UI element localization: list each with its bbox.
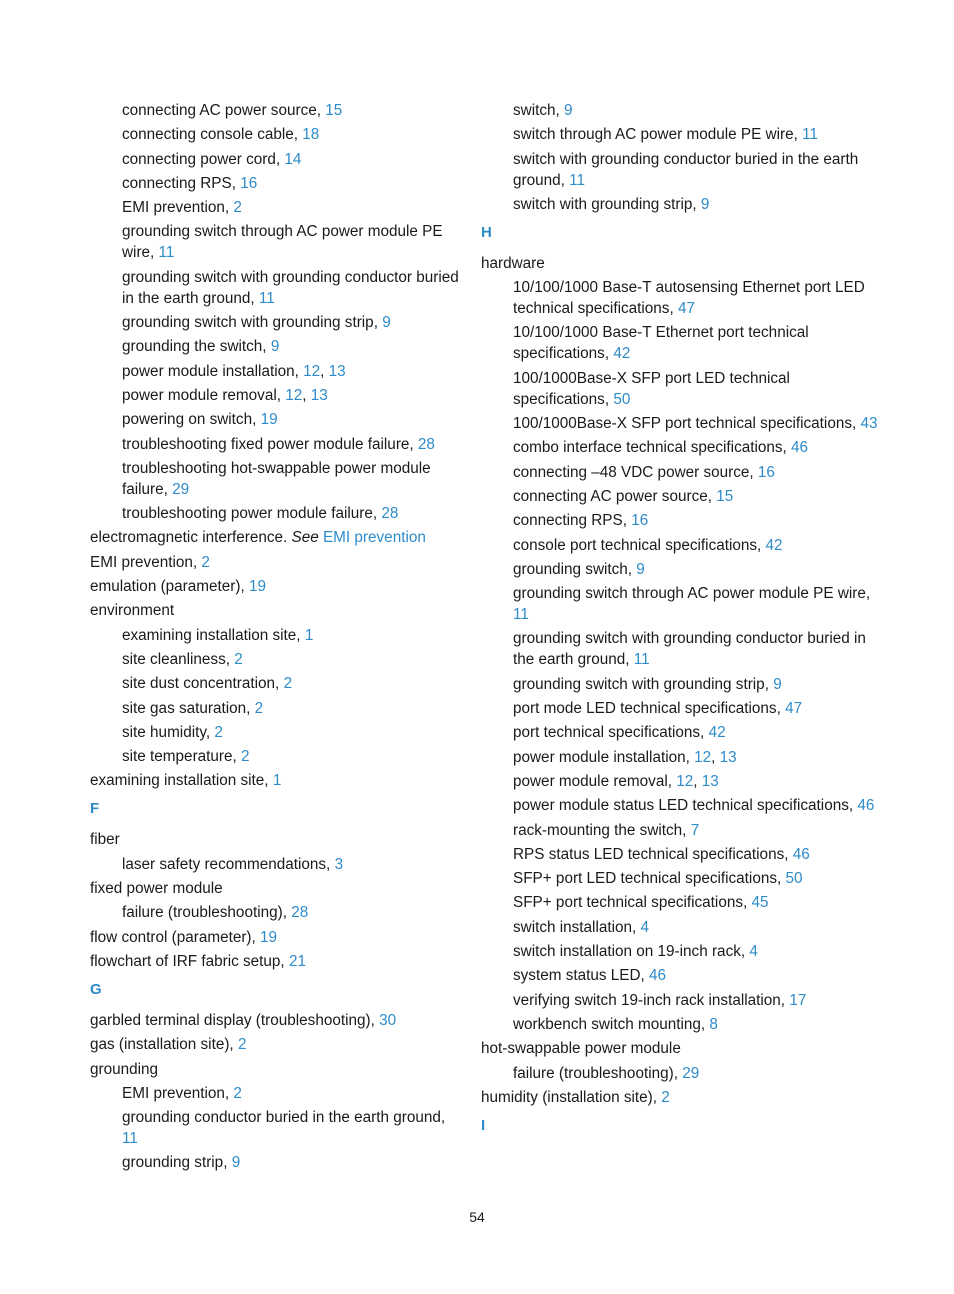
index-entry-text: grounding switch with grounding conductor buried in the earth ground, xyxy=(122,268,459,307)
index-entry-text: troubleshooting fixed power module failure, xyxy=(122,435,418,453)
index-letter-heading: H xyxy=(481,223,492,241)
page-link[interactable]: 18 xyxy=(302,126,320,144)
page-link[interactable]: 16 xyxy=(631,512,649,530)
index-entry xyxy=(481,1087,881,1108)
index-entry-text: EMI prevention, xyxy=(90,553,202,571)
index-subentry xyxy=(90,649,462,670)
index-subentry xyxy=(481,437,881,458)
index-entry-text: powering on switch, xyxy=(122,411,261,429)
index-entry-text: power module status LED technical specifications, xyxy=(513,797,858,815)
index-entry-text: troubleshooting hot-swappable power module failure, xyxy=(122,459,431,498)
page-link[interactable]: 9 xyxy=(773,675,782,693)
page-link[interactable]: 7 xyxy=(690,821,700,839)
index-subentry xyxy=(90,902,462,923)
index-entry-text: connecting –48 VDC power source, xyxy=(513,463,758,481)
page-link[interactable]: 47 xyxy=(677,300,695,318)
page-link[interactable]: 3 xyxy=(334,855,344,873)
index-subentry xyxy=(481,149,881,191)
index-subentry xyxy=(481,583,881,625)
page-link[interactable]: 30 xyxy=(379,1011,397,1029)
page-link[interactable]: 2 xyxy=(233,1084,242,1102)
index-entry-text: connecting power cord, xyxy=(122,150,285,168)
index-subentry xyxy=(481,722,881,743)
page-link[interactable]: 21 xyxy=(288,952,306,970)
page-link[interactable]: 19 xyxy=(260,928,278,946)
index-entry-text: emulation (parameter), xyxy=(90,578,249,596)
page-link[interactable]: 9 xyxy=(700,195,710,213)
page-link[interactable]: 19 xyxy=(248,578,266,596)
page-link[interactable]: 42 xyxy=(613,345,631,363)
index-entry-text: switch through AC power module PE wire, xyxy=(513,126,803,144)
page-link[interactable]: 2 xyxy=(237,1036,247,1054)
index-subentry xyxy=(481,868,881,889)
page-link[interactable]: 11 xyxy=(122,1130,138,1148)
index-subentry: power module removal, 12, 13 xyxy=(122,386,328,404)
index-subentry xyxy=(481,990,881,1011)
index-entry-text: connecting console cable, xyxy=(122,126,303,144)
index-entry-text: flowchart of IRF fabric setup, xyxy=(90,952,289,970)
index-entry xyxy=(90,1059,462,1080)
page-link[interactable]: 2 xyxy=(241,748,250,766)
index-entry-text: grounding switch through AC power module PE wire, xyxy=(122,223,443,262)
page-link[interactable]: 12 xyxy=(303,362,321,380)
index-entry-text: switch installation, xyxy=(513,918,641,936)
index-entry xyxy=(90,576,462,597)
index-subentry xyxy=(481,535,881,556)
page-link[interactable]: 11 xyxy=(513,606,529,624)
index-entry-text: examining installation site, xyxy=(90,772,273,790)
page-link[interactable]: 29 xyxy=(172,480,190,498)
index-entry-text: electromagnetic interference. xyxy=(90,529,292,547)
index-entry xyxy=(90,951,462,972)
index-subentry xyxy=(481,194,881,215)
page-link[interactable]: 2 xyxy=(233,199,242,217)
index-letter-heading: G xyxy=(90,980,102,998)
index-subentry xyxy=(90,409,462,430)
index-entry-text: grounding switch with grounding strip, xyxy=(122,314,383,332)
page-link[interactable]: 15 xyxy=(716,487,734,505)
index-entry-text: grounding switch through AC power module PE wire, xyxy=(513,585,871,603)
page-link[interactable]: 12 xyxy=(676,772,694,790)
index-entry xyxy=(90,527,462,548)
page-link[interactable]: 2 xyxy=(214,723,223,741)
index-entry-text: hot-swappable power module xyxy=(481,1040,681,1058)
index-entry xyxy=(481,1038,881,1059)
index-entry-text: failure (troubleshooting), xyxy=(513,1064,683,1082)
index-entry-text: failure (troubleshooting), xyxy=(122,904,292,922)
page-link[interactable]: 13 xyxy=(719,748,737,766)
index-entry-text: site gas saturation, xyxy=(122,699,255,717)
index-entry xyxy=(90,927,462,948)
index-subentry xyxy=(90,698,462,719)
index-subentry xyxy=(481,698,881,719)
index-subentry xyxy=(481,510,881,531)
index-entry-text: flow control (parameter), xyxy=(90,928,261,946)
page-link[interactable]: 13 xyxy=(328,362,346,380)
index-entry-text: grounding xyxy=(90,1060,159,1078)
index-subentry xyxy=(481,413,881,434)
page-link[interactable]: 14 xyxy=(284,150,302,168)
index-subentry xyxy=(481,486,881,507)
page-link[interactable]: 9 xyxy=(231,1154,241,1172)
index-column-right xyxy=(481,100,881,1146)
page-link[interactable]: 50 xyxy=(613,390,631,408)
index-subentry xyxy=(481,124,881,145)
index-entry-text: connecting AC power source, xyxy=(513,487,717,505)
index-entry xyxy=(90,600,462,621)
index-entry xyxy=(481,253,881,274)
page-link[interactable]: 12 xyxy=(694,748,712,766)
index-column-left xyxy=(90,100,462,1177)
index-entry-text: hardware xyxy=(481,254,545,272)
page-link[interactable]: 9 xyxy=(564,102,573,119)
see-reference-link[interactable]: EMI prevention xyxy=(322,529,426,547)
index-subentry xyxy=(481,462,881,483)
index-entry-text: switch, xyxy=(513,102,564,119)
index-subentry xyxy=(90,1152,462,1173)
index-subentry xyxy=(481,100,881,121)
index-entry-text: laser safety recommendations, xyxy=(122,855,335,873)
index-entry-text: connecting RPS, xyxy=(513,512,632,530)
page-link[interactable]: 2 xyxy=(661,1088,670,1106)
page-link[interactable]: 28 xyxy=(291,904,309,922)
index-entry-text: power module installation, xyxy=(122,362,304,380)
page-link[interactable]: 9 xyxy=(270,338,280,356)
index-subentry xyxy=(90,854,462,875)
page-link[interactable]: 13 xyxy=(701,772,719,790)
index-subentry: power module installation, 12, 13 xyxy=(122,362,346,380)
page-link[interactable]: 4 xyxy=(640,918,650,936)
index-subentry xyxy=(90,722,462,743)
index-subentry xyxy=(481,628,881,670)
index-entry-text: 100/1000Base-X SFP port LED technical specifications, xyxy=(513,369,790,408)
page-link[interactable]: 46 xyxy=(792,845,810,863)
index-entry-text: 100/1000Base-X SFP port technical specifications, xyxy=(513,415,861,433)
page-link[interactable]: 8 xyxy=(709,1015,718,1033)
page-link[interactable]: 11 xyxy=(258,289,275,307)
index-entry-text: grounding switch with grounding conductor buried in the earth ground, xyxy=(513,630,866,669)
index-subentry xyxy=(90,434,462,455)
index-entry-text: EMI prevention, xyxy=(122,1084,234,1102)
index-entry-text: site dust concentration, xyxy=(122,675,284,693)
page-link[interactable]: 1 xyxy=(272,772,282,790)
index-entry xyxy=(90,878,462,899)
index-entry-text: grounding the switch, xyxy=(122,338,271,356)
index-subentry xyxy=(90,673,462,694)
index-subentry xyxy=(481,277,881,319)
index-entry-text: switch installation on 19-inch rack, xyxy=(513,943,750,961)
index-subentry xyxy=(481,965,881,986)
page-link[interactable]: 50 xyxy=(785,870,803,888)
index-subentry xyxy=(90,336,462,357)
index-subentry xyxy=(90,1083,462,1104)
index-subentry xyxy=(90,221,462,263)
page-link[interactable]: 13 xyxy=(310,386,328,404)
page-link[interactable]: 47 xyxy=(785,700,803,718)
index-entry-text: workbench switch mounting, xyxy=(513,1015,710,1033)
index-entry-text: power module removal, xyxy=(513,772,677,790)
index-subentry xyxy=(481,795,881,816)
index-entry-text: grounding switch with grounding strip, xyxy=(513,675,774,693)
index-entry xyxy=(90,552,462,573)
page-link[interactable]: 9 xyxy=(382,314,391,332)
page-link[interactable]: 45 xyxy=(751,894,769,912)
page-link[interactable]: 2 xyxy=(201,553,210,571)
page-number: 54 xyxy=(469,1209,485,1225)
page-link[interactable]: 19 xyxy=(260,411,278,429)
index-subentry xyxy=(90,267,462,309)
index-entry-text: verifying switch 19-inch rack installation, xyxy=(513,991,790,1009)
page-link[interactable]: 28 xyxy=(381,505,399,523)
index-subentry xyxy=(481,844,881,865)
index-entry-text: switch with grounding strip, xyxy=(513,195,701,213)
index-entry-text: rack-mounting the switch, xyxy=(513,821,691,839)
index-entry-text: power module installation, xyxy=(513,748,695,766)
page-link[interactable]: 16 xyxy=(757,463,775,481)
page-link[interactable]: 2 xyxy=(234,650,243,668)
index-entry xyxy=(90,770,462,791)
index-entry-text: site humidity, xyxy=(122,723,215,741)
index-entry-text: SFP+ port LED technical specifications, xyxy=(513,870,786,888)
page-link[interactable]: 17 xyxy=(789,991,807,1009)
index-entry-text: humidity (installation site), xyxy=(481,1088,662,1106)
page-link[interactable]: 2 xyxy=(283,675,293,693)
index-entry xyxy=(90,1034,462,1055)
index-subentry: power module removal, 12, 13 xyxy=(513,772,719,790)
index-entry-text: RPS status LED technical specifications, xyxy=(513,845,793,863)
index-subentry xyxy=(90,149,462,170)
index-letter-heading: I xyxy=(481,1116,486,1134)
index-subentry xyxy=(481,559,881,580)
index-entry-text: power module removal, xyxy=(122,386,286,404)
index-subentry xyxy=(481,892,881,913)
index-entry-text: site temperature, xyxy=(122,748,242,766)
index-entry xyxy=(90,829,462,850)
index-entry-text: EMI prevention, xyxy=(122,199,234,217)
index-entry-text: fiber xyxy=(90,831,120,849)
index-entry-text: environment xyxy=(90,602,175,620)
page-link[interactable]: 12 xyxy=(285,386,303,404)
index-entry-text: grounding switch, xyxy=(513,560,637,578)
index-entry-text: system status LED, xyxy=(513,967,650,985)
index-subentry xyxy=(90,1107,462,1149)
index-subentry xyxy=(481,820,881,841)
index-subentry xyxy=(481,674,881,695)
index-entry-text: grounding strip, xyxy=(122,1154,232,1172)
index-entry-text: connecting RPS, xyxy=(122,174,241,192)
index-subentry xyxy=(90,458,462,500)
index-entry-text: console port technical specifications, xyxy=(513,536,766,554)
index-entry-text: grounding conductor buried in the earth ground, xyxy=(122,1109,446,1127)
index-entry-text: 10/100/1000 Base-T Ethernet port technical specifications, xyxy=(513,324,809,363)
index-entry-text: combo interface technical specifications, xyxy=(513,439,792,457)
page-link[interactable]: 42 xyxy=(765,536,783,554)
index-entry-text: fixed power module xyxy=(90,880,223,898)
index-subentry: power module installation, 12, 13 xyxy=(513,748,737,766)
page-link[interactable]: 28 xyxy=(417,435,435,453)
page-link[interactable]: 46 xyxy=(857,797,875,815)
page-link[interactable]: 46 xyxy=(791,439,809,457)
index-subentry xyxy=(90,124,462,145)
page-link[interactable]: 1 xyxy=(304,626,314,644)
index-subentry xyxy=(90,100,462,121)
page-link[interactable]: 4 xyxy=(749,943,758,961)
index-entry xyxy=(90,1010,462,1031)
index-entry-text: site cleanliness, xyxy=(122,650,235,668)
index-subentry xyxy=(481,1014,881,1035)
index-entry-text: troubleshooting power module failure, xyxy=(122,505,382,523)
index-subentry xyxy=(481,1063,881,1084)
page-link[interactable]: 11 xyxy=(802,126,818,144)
index-entry-text: 10/100/1000 Base-T autosensing Ethernet port LED technical specifications, xyxy=(513,279,865,318)
index-subentry xyxy=(481,941,881,962)
index-subentry xyxy=(90,312,462,333)
page-link[interactable]: 46 xyxy=(649,967,667,985)
page-link[interactable]: 11 xyxy=(633,651,650,669)
page-link[interactable]: 2 xyxy=(254,699,264,717)
page-link[interactable]: 11 xyxy=(158,244,175,262)
index-letter-heading: F xyxy=(90,800,100,818)
page-link[interactable]: 11 xyxy=(569,171,586,189)
index-entry-text: SFP+ port technical specifications, xyxy=(513,894,752,912)
index-entry-text: port technical specifications, xyxy=(513,724,709,742)
index-subentry xyxy=(90,746,462,767)
index-subentry xyxy=(90,197,462,218)
page-link[interactable]: 9 xyxy=(636,560,645,578)
page-link[interactable]: 16 xyxy=(240,174,258,192)
index-entry-text: garbled terminal display (troubleshooting), xyxy=(90,1011,380,1029)
index-entry-text: gas (installation site), xyxy=(90,1036,238,1054)
index-subentry xyxy=(481,917,881,938)
index-entry-text: examining installation site, xyxy=(122,626,305,644)
index-subentry xyxy=(90,173,462,194)
page-link[interactable]: 29 xyxy=(682,1064,700,1082)
index-entry-text: switch with grounding conductor buried in the earth ground, xyxy=(513,150,859,189)
page-link[interactable]: 15 xyxy=(325,102,343,119)
index-subentry xyxy=(90,625,462,646)
index-entry-text: port mode LED technical specifications, xyxy=(513,700,786,718)
index-subentry xyxy=(481,322,881,364)
index-subentry xyxy=(90,503,462,524)
see-label: See xyxy=(291,529,319,547)
index-entry-text: connecting AC power source, xyxy=(122,102,326,119)
page-link[interactable]: 43 xyxy=(860,415,878,433)
index-subentry xyxy=(481,368,881,410)
page-link[interactable]: 42 xyxy=(708,724,726,742)
